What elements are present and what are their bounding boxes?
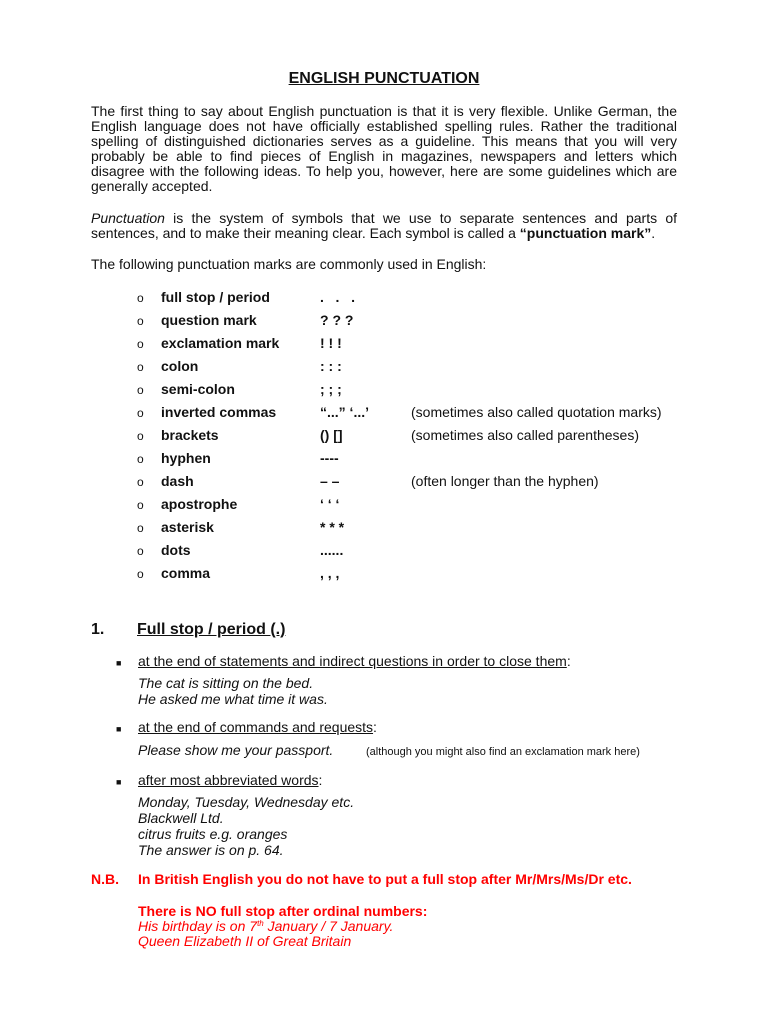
- mark-symbols: ; ; ;: [320, 381, 342, 397]
- rule-3-label: after most abbreviated words: [138, 772, 319, 788]
- mark-note: (sometimes also called quotation marks): [411, 404, 662, 420]
- ordinal-example: Queen Elizabeth II of Great Britain: [138, 933, 352, 949]
- mark-symbols: () []: [320, 427, 343, 443]
- mark-symbols: ! ! !: [320, 335, 342, 351]
- mark-note: (sometimes also called parentheses): [411, 427, 639, 443]
- mark-name: dots: [161, 542, 191, 558]
- definition-end: .: [651, 225, 656, 241]
- rule-2-label: at the end of commands and requests: [138, 719, 374, 735]
- rule-1-label: at the end of statements and indirect questions in order to close them: [138, 653, 567, 669]
- list-item: [137, 405, 697, 428]
- rule-3-suffix: :: [318, 772, 323, 788]
- mark-name: hyphen: [161, 450, 211, 466]
- rule-1-example: The cat is sitting on the bed.: [138, 675, 314, 691]
- mark-symbols: * * *: [320, 519, 345, 535]
- list-item: [137, 497, 697, 520]
- rule-1-example: He asked me what time it was.: [138, 691, 328, 707]
- rule-3-example: Blackwell Ltd.: [138, 810, 224, 826]
- mark-name: colon: [161, 358, 199, 374]
- circle-bullet-icon: o: [137, 360, 144, 374]
- rule-3-example: The answer is on p. 64.: [138, 842, 284, 858]
- rule-3-example: Monday, Tuesday, Wednesday etc.: [138, 794, 355, 810]
- circle-bullet-icon: o: [137, 314, 144, 328]
- rule-3-example: citrus fruits e.g. oranges: [138, 826, 288, 842]
- mark-name: inverted commas: [161, 404, 277, 420]
- definition-term: Punctuation: [91, 210, 165, 226]
- list-item: [137, 520, 697, 543]
- nb-text: In British English you do not have to put a full stop after Mr/Mrs/Ms/Dr etc.: [138, 871, 632, 887]
- list-item: [137, 566, 697, 589]
- mark-name: brackets: [161, 427, 219, 443]
- rule-2-example: Please show me your passport.: [138, 742, 334, 758]
- rule-2-suffix: :: [373, 719, 377, 735]
- circle-bullet-icon: o: [137, 383, 144, 397]
- circle-bullet-icon: o: [137, 544, 144, 558]
- rule-1-suffix: :: [566, 653, 571, 669]
- ordinal-example-text: January / 7 January.: [263, 918, 394, 934]
- mark-symbols: . . .: [320, 289, 356, 305]
- rule-2: [138, 720, 377, 735]
- mark-name: semi-colon: [161, 381, 235, 397]
- list-item: [137, 313, 697, 336]
- circle-bullet-icon: o: [137, 406, 144, 420]
- mark-symbols: , , ,: [320, 565, 340, 581]
- rule-2-note: (although you might also find an exclamation mark here): [366, 746, 640, 758]
- mark-symbols: : : :: [320, 358, 342, 374]
- ordinal-superscript: th: [257, 919, 264, 928]
- section-title: Full stop / period (.): [137, 621, 286, 638]
- mark-symbols: “...” ‘...’: [320, 404, 370, 420]
- list-item: [137, 451, 697, 474]
- circle-bullet-icon: o: [137, 521, 144, 535]
- circle-bullet-icon: o: [137, 452, 144, 466]
- rule-3: [138, 773, 322, 788]
- mark-symbols: ? ? ?: [320, 312, 354, 328]
- definition-highlight: “punctuation mark”: [519, 225, 652, 241]
- page-title: ENGLISH PUNCTUATION: [288, 70, 480, 87]
- circle-bullet-icon: o: [137, 567, 144, 581]
- definition-paragraph: [91, 211, 677, 241]
- mark-symbols: – –: [320, 473, 340, 489]
- square-bullet-icon: ■: [116, 658, 122, 668]
- mark-name: dash: [161, 473, 194, 489]
- mark-symbols: ----: [320, 450, 339, 466]
- list-item: [137, 290, 697, 313]
- square-bullet-icon: ■: [116, 724, 122, 734]
- mark-name: comma: [161, 565, 211, 581]
- ordinal-example-text: His birthday is on 7: [138, 918, 258, 934]
- circle-bullet-icon: o: [137, 498, 144, 512]
- list-item: [137, 428, 697, 451]
- nb-label: N.B.: [91, 871, 119, 887]
- ordinal-heading: There is NO full stop after ordinal numbers:: [138, 903, 428, 919]
- mark-name: asterisk: [161, 519, 214, 535]
- mark-name: apostrophe: [161, 496, 238, 512]
- list-intro: The following punctuation marks are commonly used in English:: [91, 256, 487, 272]
- square-bullet-icon: ■: [116, 777, 122, 787]
- circle-bullet-icon: o: [137, 337, 144, 351]
- circle-bullet-icon: o: [137, 429, 144, 443]
- list-item: [137, 359, 697, 382]
- definition-text: is the system of symbols that we use to separate sentences and parts of sentences, and to make their meaning clear. Each symbol is called a: [91, 210, 677, 241]
- list-item: [137, 474, 697, 497]
- mark-name: exclamation mark: [161, 335, 280, 351]
- mark-name: question mark: [161, 312, 257, 328]
- mark-name: full stop / period: [161, 289, 270, 305]
- circle-bullet-icon: o: [137, 291, 144, 305]
- section-number: 1.: [91, 621, 105, 638]
- circle-bullet-icon: o: [137, 475, 144, 489]
- rule-1: [138, 654, 571, 669]
- mark-symbols: ......: [320, 542, 344, 558]
- ordinal-example: [138, 919, 427, 934]
- mark-symbols: ‘ ‘ ‘: [320, 496, 340, 512]
- mark-note: (often longer than the hyphen): [411, 473, 599, 489]
- list-item: [137, 382, 697, 405]
- ordinal-note: [138, 904, 427, 949]
- list-item: [137, 543, 697, 566]
- punctuation-marks-list: [137, 290, 697, 589]
- intro-paragraph: The first thing to say about English punctuation is that it is very flexible. Unlike German, the English language does not have officially established spelling rules. Rather the traditional spelling of distinguished dictionaries serves as a guideline. This means that you will very probably be able to find pieces of English in magazines, newspapers and letters which disagree with the following ideas. To help you, however, here are some guidelines which are generally accepted.: [91, 103, 677, 194]
- list-item: [137, 336, 697, 359]
